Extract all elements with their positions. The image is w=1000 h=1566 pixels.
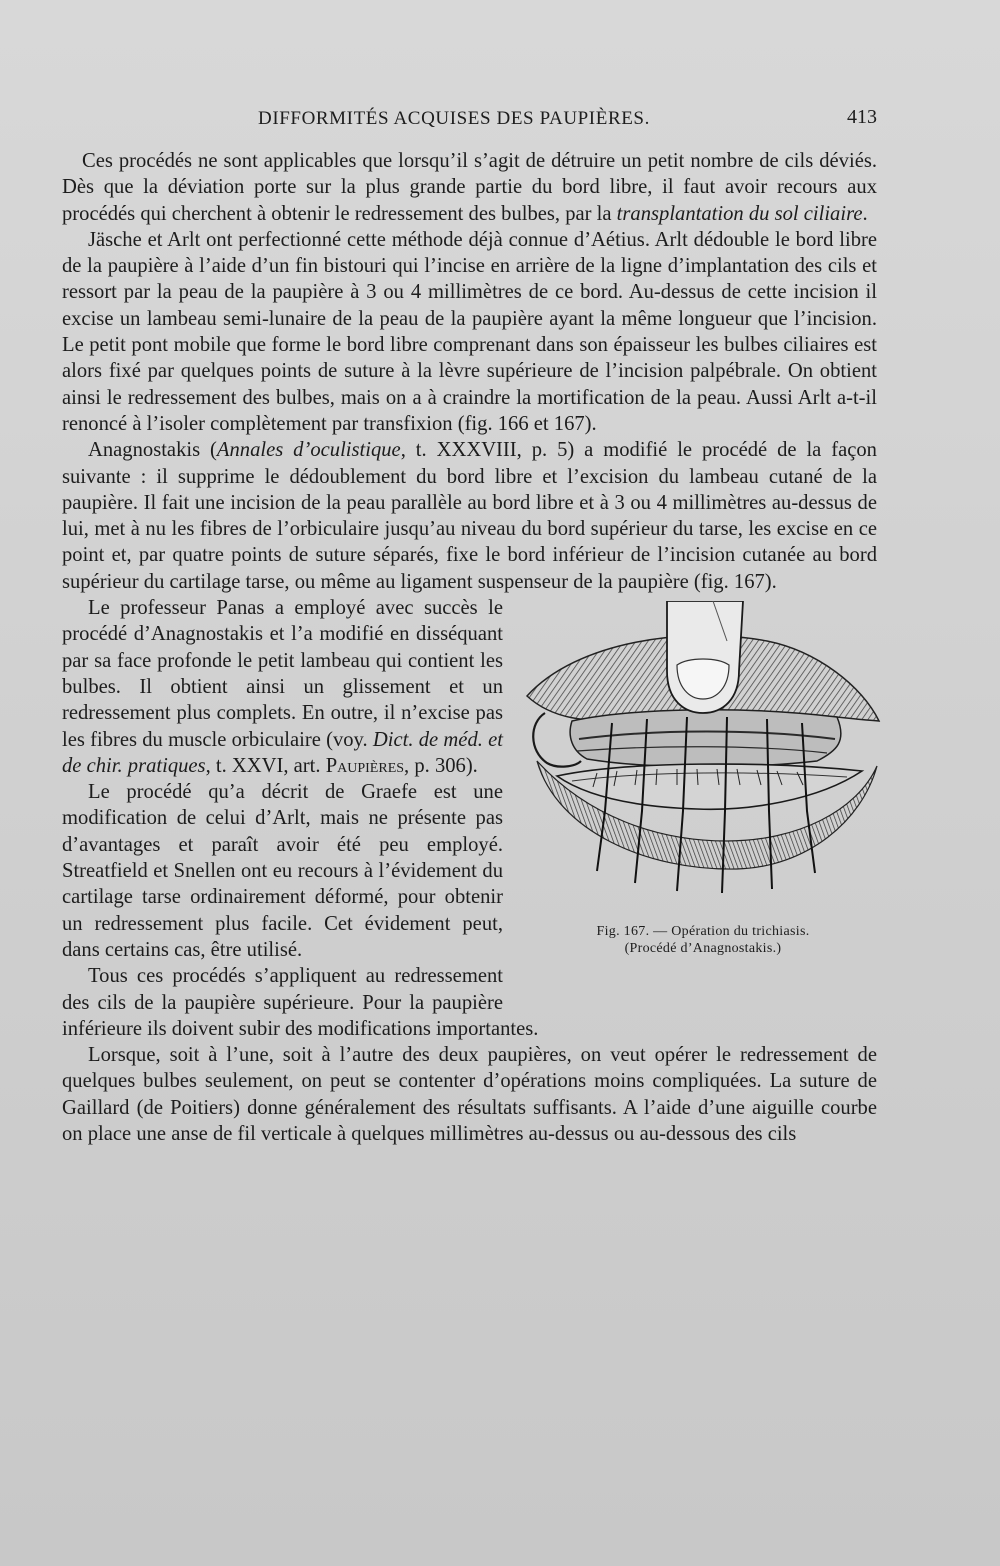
paragraph-4-end: , p. 306). xyxy=(404,754,478,777)
paragraph-2: Jäsche et Arlt ont perfectionné cette méthode déjà connue d’Aétius. Arlt dédouble le bord libre de la paupière à l’aide d’un fin bistouri qui l’incise en arrière de la ligne d’implantation des cils et ressort par la peau de la paupière à 3 ou 4 millimètres de ce bord. Au-dessus de cette incision il excise un lambeau semi-lunaire de la peau de la paupière ayant la même longueur que l’incision. Le petit pont mobile que forme le bord libre comprenant dans son épaisseur les bulbes ciliaires est alors fixé par quelques points de suture à la lèvre supérieure de l’incision palpébrale. On obtient ainsi le redressement des bulbes, mais on a à craindre la mortification de la peau. Aussi Arlt a-t-il renoncé à l’isoler complètement par transfixion (fig. 166 et 167). xyxy=(62,228,877,435)
page-header xyxy=(62,106,877,136)
paragraph-6: Tous ces procédés s’appliquent au redressement des cils de la paupière supérieure. Pour la paupière inférieure ils doivent subir des modifications importantes. xyxy=(62,965,539,1040)
paragraph-7: Lorsque, soit à l’une, soit à l’autre des deux paupières, on veut opérer le redressement de quelques bulbes seulement, on peut se contenter d’opérations moins compliquées. La suture de Gaillard (de Poitiers) donne généralement des résultats suffisants. A l’aide d’une aiguille courbe on place une anse de fil verticale à quelques millimètres au-dessus ou au-dessous des cils xyxy=(62,1044,877,1145)
paragraph-1-italic: transplantation du sol ciliaire xyxy=(616,202,863,225)
figure-caption-line-1: Fig. 167. — Opération du trichiasis. xyxy=(596,924,810,940)
paragraph-4-mid: , t. XXVI, art. xyxy=(205,754,326,777)
paragraph-4-text: Le professeur Panas a employé avec succès le procédé d’Anagnostakis et l’a modifié en disséquant par sa face profonde le petit lambeau qui contient les bulbes. Il obtient ainsi un glissement et un redressement plus complets. En outre, il n’excise pas les fibres du muscle orbiculaire (voy. xyxy=(62,597,503,751)
paragraph-1-end: . xyxy=(862,202,868,225)
paragraph-4-italic: Dict. de méd. et de chir. pratiques xyxy=(62,728,503,777)
paragraph-1-text: Ces procédés ne sont applicables que lorsqu’il s’agit de détruire un petit nombre de cils déviés. Dès que la déviation porte sur la plus grande partie du bord libre, il faut avoir recours aux procédés qui cherchent à obtenir le redressement des bulbes, par la xyxy=(62,150,877,225)
paragraph-3-italic: Annales d’oculistique xyxy=(216,439,401,462)
figure-caption-line-2: (Procédé d’Anagnostakis.) xyxy=(624,941,782,957)
page-number: 413 xyxy=(847,106,877,128)
eyelid-suture-illustration xyxy=(517,601,889,901)
paragraph-1 xyxy=(62,148,877,227)
running-title: DIFFORMITÉS ACQUISES DES PAUPIÈRES. xyxy=(258,108,650,129)
paragraph-4-smallcaps: Paupières xyxy=(325,754,405,777)
paragraph-3-rest: , t. XXXVIII, p. 5) a modifié le procédé de la façon suivante : il supprime le dédoublement du bord libre et l’excision du lambeau cutané de la paupière. Il fait une incision de la peau parallèle au bord libre et à 3 ou 4 millimètres au-dessus de lui, met à nu les fibres de l’orbiculaire jusqu’au niveau du bord supérieur du tarse, les excise en ce point et, par quatre points de suture séparés, fixe le bord inférieur de l’incision cutanée au bord supérieur du cartilage tarse, ou même au ligament suspenseur de la paupière (fig. 167). xyxy=(62,439,877,593)
paragraph-3-text: Anagnostakis ( xyxy=(88,439,217,462)
paragraph-5: Le procédé qu’a décrit de Graefe est une modification de celui d’Arlt, mais ne présente pas d’avantages et paraît avoir été peu employé. Streatfield et Snellen ont eu recours à l’évidement du cartilage tarse ordinairement déformé, pour obtenir un redressement plus facile. Cet évidement peut, dans certains cas, être utilisé. xyxy=(62,781,503,961)
paragraph-3 xyxy=(62,437,877,595)
figure-caption xyxy=(517,923,889,957)
body-text xyxy=(62,148,877,1147)
figure-167 xyxy=(517,601,889,999)
